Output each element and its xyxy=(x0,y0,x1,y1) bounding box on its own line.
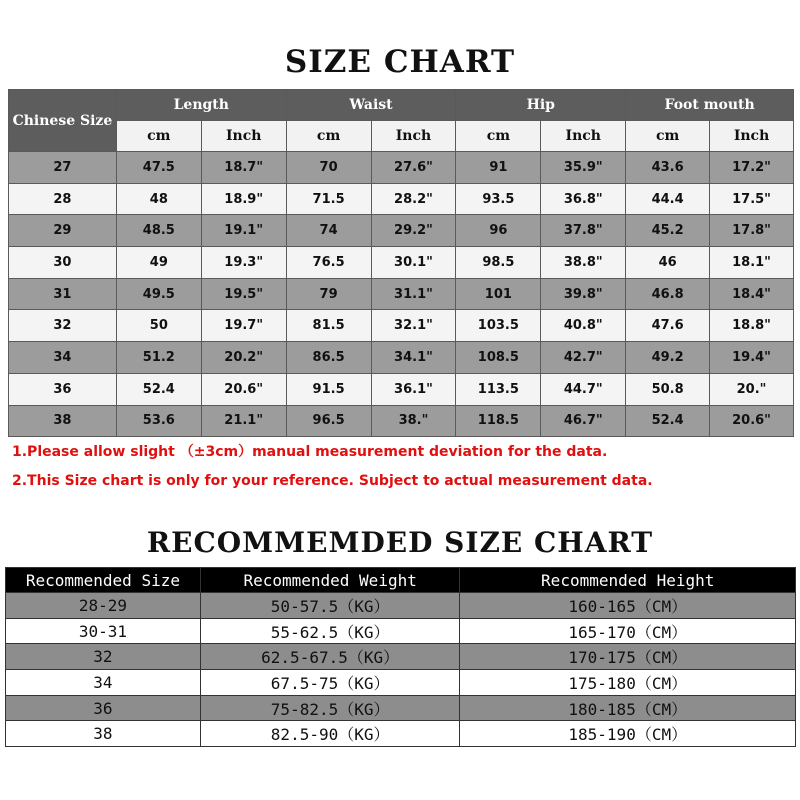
waist-inch-cell: 28.2" xyxy=(371,183,456,215)
size-chart-row xyxy=(9,183,794,215)
recommended-size-header: Recommended Size xyxy=(6,568,201,593)
waist-inch-cell: 30.1" xyxy=(371,247,456,279)
waist-inch-cell: 31.1" xyxy=(371,278,456,310)
length-cm-cell: 52.4 xyxy=(116,373,201,405)
waist-inch-cell: 27.6" xyxy=(371,152,456,184)
recommended-weight-cell: 67.5-75（KG） xyxy=(200,670,460,696)
waist-cm-cell: 70 xyxy=(286,152,371,184)
recommended-height-cell: 170-175（CM） xyxy=(460,644,796,670)
unit-header-inch: Inch xyxy=(201,121,286,152)
size-chart-row xyxy=(9,405,794,437)
recommended-row xyxy=(6,644,796,670)
foot-mouth-inch-cell: 20." xyxy=(710,373,794,405)
length-cm-cell: 49 xyxy=(116,247,201,279)
size-cell: 34 xyxy=(9,342,117,374)
length-inch-cell: 20.2" xyxy=(201,342,286,374)
hip-cm-cell: 91 xyxy=(456,152,541,184)
size-chart-unit-header-row xyxy=(9,121,794,152)
hip-inch-cell: 36.8" xyxy=(541,183,626,215)
foot-mouth-inch-cell: 17.5" xyxy=(710,183,794,215)
size-cell: 31 xyxy=(9,278,117,310)
hip-cm-cell: 93.5 xyxy=(456,183,541,215)
recommended-row xyxy=(6,695,796,721)
hip-inch-cell: 44.7" xyxy=(541,373,626,405)
note-measurement-deviation: 1.Please allow slight （±3cm）manual measurement deviation for the data. xyxy=(12,444,608,460)
hip-cm-cell: 101 xyxy=(456,278,541,310)
unit-header-cm: cm xyxy=(626,121,710,152)
hip-cm-cell: 113.5 xyxy=(456,373,541,405)
unit-header-cm: cm xyxy=(286,121,371,152)
waist-cm-cell: 86.5 xyxy=(286,342,371,374)
recommended-size-table xyxy=(5,567,796,747)
size-cell: 38 xyxy=(9,405,117,437)
recommended-weight-cell: 62.5-67.5（KG） xyxy=(200,644,460,670)
waist-cm-cell: 71.5 xyxy=(286,183,371,215)
size-chart-row xyxy=(9,310,794,342)
foot-mouth-inch-cell: 19.4" xyxy=(710,342,794,374)
recommended-height-header: Recommended Height xyxy=(460,568,796,593)
chinese-size-header: Chinese Size xyxy=(9,90,117,152)
recommended-height-cell: 175-180（CM） xyxy=(460,670,796,696)
recommended-height-cell: 185-190（CM） xyxy=(460,721,796,747)
hip-inch-cell: 42.7" xyxy=(541,342,626,374)
length-cm-cell: 53.6 xyxy=(116,405,201,437)
recommended-height-cell: 165-170（CM） xyxy=(460,618,796,644)
recommended-header-row xyxy=(6,568,796,593)
size-chart-row xyxy=(9,373,794,405)
recommended-size-cell: 38 xyxy=(6,721,201,747)
foot-mouth-cm-cell: 46 xyxy=(626,247,710,279)
foot-mouth-inch-cell: 18.8" xyxy=(710,310,794,342)
foot-mouth-cm-cell: 44.4 xyxy=(626,183,710,215)
length-cm-cell: 47.5 xyxy=(116,152,201,184)
size-cell: 27 xyxy=(9,152,117,184)
size-chart-group-header-row xyxy=(9,90,794,121)
size-cell: 28 xyxy=(9,183,117,215)
size-chart-row xyxy=(9,278,794,310)
note-reference-only: 2.This Size chart is only for your reference. Subject to actual measurement data. xyxy=(12,473,653,489)
hip-inch-cell: 46.7" xyxy=(541,405,626,437)
foot-mouth-inch-cell: 17.8" xyxy=(710,215,794,247)
hip-cm-cell: 103.5 xyxy=(456,310,541,342)
waist-cm-cell: 74 xyxy=(286,215,371,247)
length-inch-cell: 19.7" xyxy=(201,310,286,342)
recommended-height-cell: 160-165（CM） xyxy=(460,593,796,619)
recommended-height-cell: 180-185（CM） xyxy=(460,695,796,721)
foot-mouth-cm-cell: 46.8 xyxy=(626,278,710,310)
size-chart-row xyxy=(9,247,794,279)
size-cell: 30 xyxy=(9,247,117,279)
recommended-row xyxy=(6,618,796,644)
length-cm-cell: 50 xyxy=(116,310,201,342)
foot-mouth-cm-cell: 49.2 xyxy=(626,342,710,374)
recommended-weight-cell: 50-57.5（KG） xyxy=(200,593,460,619)
recommended-weight-header: Recommended Weight xyxy=(200,568,460,593)
recommended-size-cell: 36 xyxy=(6,695,201,721)
length-cm-cell: 51.2 xyxy=(116,342,201,374)
hip-cm-cell: 118.5 xyxy=(456,405,541,437)
hip-cm-cell: 108.5 xyxy=(456,342,541,374)
foot-mouth-inch-cell: 18.1" xyxy=(710,247,794,279)
recommended-row xyxy=(6,721,796,747)
hip-cm-cell: 98.5 xyxy=(456,247,541,279)
foot-mouth-inch-cell: 18.4" xyxy=(710,278,794,310)
length-inch-cell: 21.1" xyxy=(201,405,286,437)
recommended-size-cell: 32 xyxy=(6,644,201,670)
size-chart-table xyxy=(8,89,794,437)
recommended-weight-cell: 75-82.5（KG） xyxy=(200,695,460,721)
foot-mouth-cm-cell: 52.4 xyxy=(626,405,710,437)
length-inch-cell: 19.3" xyxy=(201,247,286,279)
size-cell: 29 xyxy=(9,215,117,247)
length-inch-cell: 20.6" xyxy=(201,373,286,405)
waist-cm-cell: 79 xyxy=(286,278,371,310)
recommended-row xyxy=(6,593,796,619)
foot-mouth-cm-cell: 45.2 xyxy=(626,215,710,247)
hip-header: Hip xyxy=(456,90,626,121)
foot-mouth-cm-cell: 47.6 xyxy=(626,310,710,342)
size-cell: 36 xyxy=(9,373,117,405)
length-inch-cell: 18.9" xyxy=(201,183,286,215)
recommended-weight-cell: 82.5-90（KG） xyxy=(200,721,460,747)
size-chart-row xyxy=(9,215,794,247)
foot-mouth-inch-cell: 20.6" xyxy=(710,405,794,437)
foot-mouth-cm-cell: 43.6 xyxy=(626,152,710,184)
unit-header-inch: Inch xyxy=(541,121,626,152)
waist-header: Waist xyxy=(286,90,456,121)
hip-inch-cell: 35.9" xyxy=(541,152,626,184)
waist-cm-cell: 96.5 xyxy=(286,405,371,437)
foot-mouth-inch-cell: 17.2" xyxy=(710,152,794,184)
waist-inch-cell: 36.1" xyxy=(371,373,456,405)
recommended-size-cell: 34 xyxy=(6,670,201,696)
length-inch-cell: 19.5" xyxy=(201,278,286,310)
length-cm-cell: 49.5 xyxy=(116,278,201,310)
recommended-row xyxy=(6,670,796,696)
waist-inch-cell: 29.2" xyxy=(371,215,456,247)
unit-header-inch: Inch xyxy=(710,121,794,152)
waist-cm-cell: 76.5 xyxy=(286,247,371,279)
size-cell: 32 xyxy=(9,310,117,342)
length-inch-cell: 19.1" xyxy=(201,215,286,247)
length-header: Length xyxy=(116,90,286,121)
foot-mouth-header: Foot mouth xyxy=(626,90,794,121)
waist-inch-cell: 32.1" xyxy=(371,310,456,342)
unit-header-cm: cm xyxy=(116,121,201,152)
size-chart-title: SIZE CHART xyxy=(284,44,516,80)
recommended-weight-cell: 55-62.5（KG） xyxy=(200,618,460,644)
length-cm-cell: 48.5 xyxy=(116,215,201,247)
recommended-size-cell: 28-29 xyxy=(6,593,201,619)
size-chart-row xyxy=(9,342,794,374)
waist-cm-cell: 81.5 xyxy=(286,310,371,342)
foot-mouth-cm-cell: 50.8 xyxy=(626,373,710,405)
length-inch-cell: 18.7" xyxy=(201,152,286,184)
hip-inch-cell: 38.8" xyxy=(541,247,626,279)
size-chart-row xyxy=(9,152,794,184)
unit-header-inch: Inch xyxy=(371,121,456,152)
recommended-chart-title: RECOMMEMDED SIZE CHART xyxy=(146,526,654,559)
waist-cm-cell: 91.5 xyxy=(286,373,371,405)
waist-inch-cell: 34.1" xyxy=(371,342,456,374)
unit-header-cm: cm xyxy=(456,121,541,152)
hip-inch-cell: 40.8" xyxy=(541,310,626,342)
hip-inch-cell: 39.8" xyxy=(541,278,626,310)
length-cm-cell: 48 xyxy=(116,183,201,215)
hip-inch-cell: 37.8" xyxy=(541,215,626,247)
recommended-size-cell: 30-31 xyxy=(6,618,201,644)
hip-cm-cell: 96 xyxy=(456,215,541,247)
waist-inch-cell: 38." xyxy=(371,405,456,437)
